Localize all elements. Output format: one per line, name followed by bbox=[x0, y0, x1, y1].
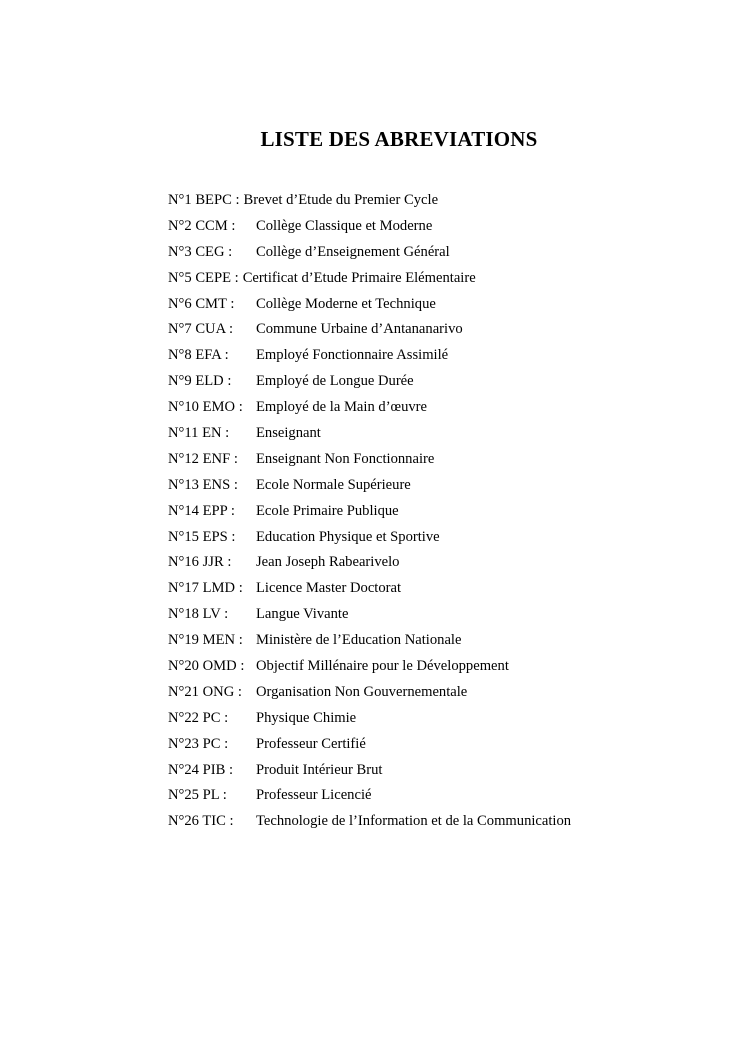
list-item bbox=[168, 707, 728, 733]
definition: Langue Vivante bbox=[256, 606, 349, 623]
list-item bbox=[168, 241, 728, 267]
definition: Technologie de l’Information et de la Communication bbox=[256, 813, 572, 830]
list-item bbox=[168, 784, 728, 810]
list-item bbox=[168, 422, 728, 448]
definition: Physique Chimie bbox=[256, 709, 357, 726]
abbreviation: N°22 PC : bbox=[168, 709, 229, 726]
definition: Professeur Licencié bbox=[256, 787, 372, 804]
definition: Enseignant bbox=[256, 425, 321, 442]
definition: Collège d’Enseignement Général bbox=[256, 243, 450, 260]
abbreviation: N°21 ONG : bbox=[168, 683, 242, 700]
abbreviation: N°1 BEPC : bbox=[168, 192, 240, 208]
abbreviation: N°24 PIB : bbox=[168, 761, 234, 778]
abbreviation: N°16 JJR : bbox=[168, 554, 232, 571]
list-item bbox=[168, 759, 728, 785]
definition: Produit Intérieur Brut bbox=[256, 761, 383, 778]
list-item bbox=[168, 370, 728, 396]
list-item bbox=[168, 189, 728, 215]
list-item bbox=[168, 474, 728, 500]
definition: Ecole Primaire Publique bbox=[256, 502, 399, 519]
list-item bbox=[168, 500, 728, 526]
list-item bbox=[168, 603, 728, 629]
definition: Ministère de l’Education Nationale bbox=[256, 632, 462, 649]
abbreviation: N°5 CEPE : bbox=[168, 269, 239, 286]
list-item bbox=[168, 551, 728, 577]
abbreviation: N°19 MEN : bbox=[168, 632, 243, 649]
list-item bbox=[168, 344, 728, 370]
definition: Commune Urbaine d’Antananarivo bbox=[256, 321, 463, 338]
abbreviation: N°10 EMO : bbox=[168, 399, 243, 416]
list-item bbox=[168, 681, 728, 707]
abbreviation: N°25 PL : bbox=[168, 787, 227, 804]
list-item bbox=[168, 733, 728, 759]
abbreviation: N°15 EPS : bbox=[168, 528, 236, 545]
abbreviation: N°2 CCM : bbox=[168, 217, 236, 234]
list-item bbox=[168, 810, 728, 836]
definition: Brevet d’Etude du Premier Cycle bbox=[243, 192, 439, 208]
abbreviation: N°20 OMD : bbox=[168, 658, 245, 675]
definition: Collège Moderne et Technique bbox=[256, 295, 436, 312]
list-item bbox=[168, 448, 728, 474]
definition: Jean Joseph Rabearivelo bbox=[256, 554, 400, 571]
definition: Collège Classique et Moderne bbox=[256, 217, 433, 234]
abbreviation: N°11 EN : bbox=[168, 425, 230, 442]
list-item bbox=[168, 318, 728, 344]
abbreviation: N°9 ELD : bbox=[168, 373, 232, 390]
abbreviation: N°6 CMT : bbox=[168, 295, 235, 312]
abbreviation: N°13 ENS : bbox=[168, 476, 238, 493]
abbreviation: N°17 LMD : bbox=[168, 580, 243, 597]
definition: Employé Fonctionnaire Assimilé bbox=[256, 347, 449, 364]
list-item bbox=[168, 629, 728, 655]
list-item bbox=[168, 267, 728, 293]
list-item bbox=[168, 577, 728, 603]
abbreviation: N°23 PC : bbox=[168, 735, 229, 752]
definition: Objectif Millénaire pour le Développement bbox=[256, 658, 509, 675]
abbreviation-list bbox=[168, 189, 728, 836]
page-title: LISTE DES ABREVIATIONS bbox=[260, 127, 538, 151]
abbreviation: N°12 ENF : bbox=[168, 450, 238, 467]
list-item bbox=[168, 655, 728, 681]
definition: Enseignant Non Fonctionnaire bbox=[256, 450, 435, 467]
abbreviation: N°26 TIC : bbox=[168, 813, 234, 830]
list-item bbox=[168, 526, 728, 552]
definition: Organisation Non Gouvernementale bbox=[256, 683, 468, 700]
abbreviation: N°7 CUA : bbox=[168, 321, 234, 338]
abbreviation: N°18 LV : bbox=[168, 606, 229, 623]
list-item bbox=[168, 293, 728, 319]
definition: Certificat d’Etude Primaire Elémentaire bbox=[242, 269, 476, 286]
definition: Ecole Normale Supérieure bbox=[256, 476, 411, 493]
abbreviation: N°3 CEG : bbox=[168, 243, 233, 260]
definition: Employé de la Main d’œuvre bbox=[256, 399, 428, 416]
definition: Education Physique et Sportive bbox=[256, 528, 440, 545]
abbreviation: N°8 EFA : bbox=[168, 347, 229, 364]
definition: Employé de Longue Durée bbox=[256, 373, 414, 390]
abbreviation: N°14 EPP : bbox=[168, 502, 235, 519]
definition: Professeur Certifié bbox=[256, 735, 366, 752]
list-item bbox=[168, 396, 728, 422]
list-item bbox=[168, 215, 728, 241]
definition: Licence Master Doctorat bbox=[256, 580, 402, 597]
